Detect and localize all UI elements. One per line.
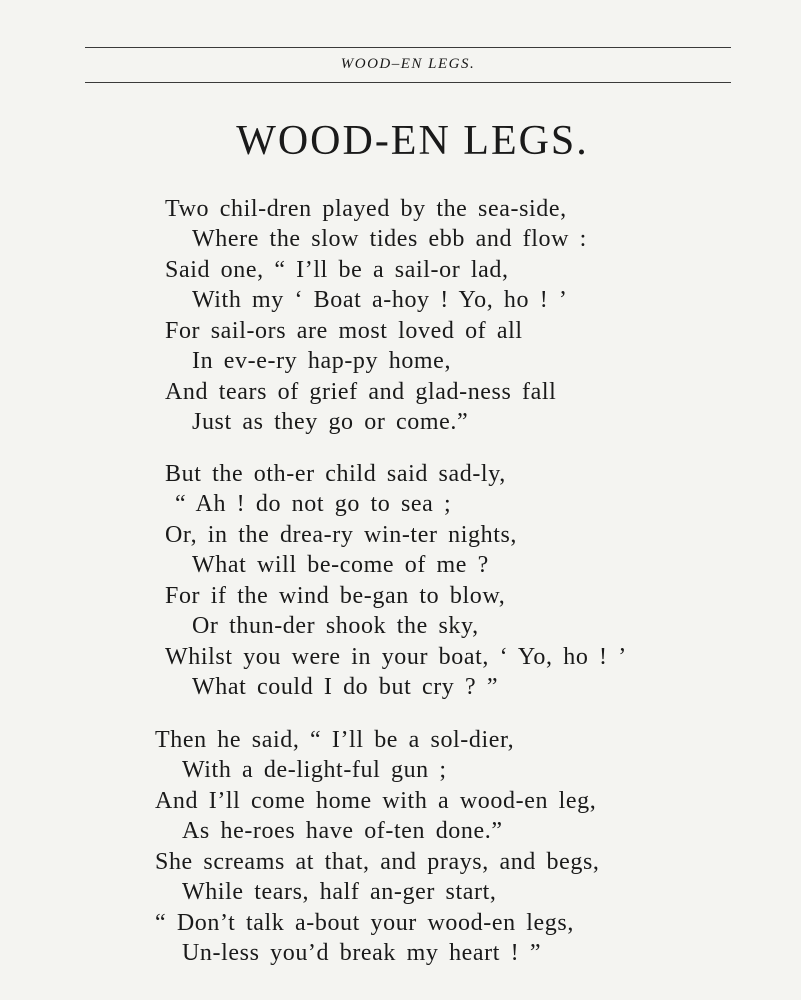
poem-line: With a de-light-ful gun ;	[182, 757, 447, 783]
poem-line: For sail-ors are most loved of all	[165, 318, 523, 344]
running-head: WOOD–EN LEGS.	[340, 56, 476, 72]
poem-title: WOOD-EN LEGS.	[236, 118, 589, 164]
poem-line: With my ‘ Boat a-hoy ! Yo, ho ! ’	[192, 287, 568, 313]
poem-line: She screams at that, and prays, and begs,	[155, 849, 600, 875]
poem-line: Then he said, “ I’ll be a sol-dier,	[155, 727, 515, 753]
poem-line: Or thun-der shook the sky,	[192, 613, 479, 639]
poem-line: Un-less you’d break my heart ! ”	[182, 940, 542, 966]
poem-line: Whilst you were in your boat, ‘ Yo, ho ! ’	[165, 644, 627, 670]
poem-line: “ Ah ! do not go to sea ;	[175, 491, 452, 517]
poem-line: While tears, half an-ger start,	[182, 879, 497, 905]
poem-line: What could I do but cry ? ”	[192, 674, 499, 700]
header-rule-top	[85, 47, 731, 48]
poem-line: “ Don’t talk a-bout your wood-en legs,	[155, 910, 574, 936]
poem-line: Where the slow tides ebb and flow :	[192, 226, 587, 252]
poem-line: Or, in the drea-ry win-ter nights,	[165, 522, 518, 548]
poem-line: And tears of grief and glad-ness fall	[165, 379, 557, 405]
poem-line: What will be-come of me ?	[192, 552, 489, 578]
poem-line: Just as they go or come.”	[192, 409, 469, 435]
poem-line: For if the wind be-gan to blow,	[165, 583, 506, 609]
header-rule-bottom	[85, 82, 731, 83]
poem-line: In ev-e-ry hap-py home,	[192, 348, 452, 374]
poem-line: Two chil-dren played by the sea-side,	[165, 196, 567, 222]
poem-line: But the oth-er child said sad-ly,	[165, 461, 506, 487]
poem-line: Said one, “ I’ll be a sail-or lad,	[165, 257, 509, 283]
poem-line: And I’ll come home with a wood-en leg,	[155, 788, 597, 814]
poem-line: As he-roes have of-ten done.”	[182, 818, 503, 844]
